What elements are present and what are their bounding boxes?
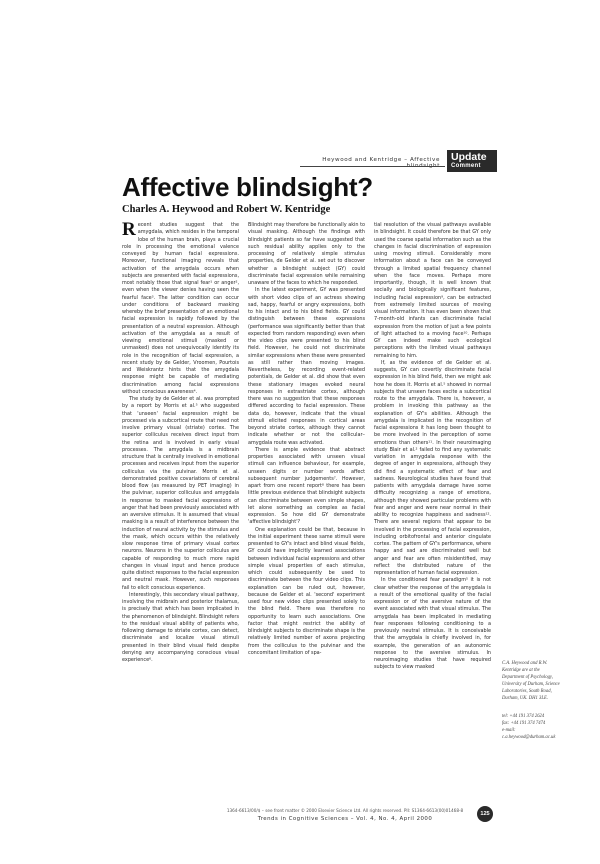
- contact-tel: tel: +44 191 374 2624: [502, 713, 545, 719]
- body-column-1: [122, 222, 239, 802]
- section-tag: [447, 150, 497, 172]
- paragraph-text: ecent studies suggest that the amygdala, which resides in the temporal lobe of the human brain, plays a crucial role in processing the emotional valence conveyed by human facial expressions. Moreover, functional imaging reveals that activation of the amygdala occurs when subjects are presented with facial expressions, most notably those that signal fear¹ or anger², even when the viewer denies having seen the fearful face³. The latter condition can occur under conditions of backward masking whereby the brief presentation of an emotional facial expression is rapidly followed by the presentation of a neutral expression. Although activation of the amygdala as a result of viewing emotional stimuli (masked or unmasked) does not unequivocally identify its role in the recognition of facial expression, a recent study by de Gelder, Vroomen, Pourtois and Weiskrantz hints that the amygdala response might be capable of mediating discrimination among facial expressions without conscious awareness⁴.: [122, 222, 239, 395]
- paragraph: The study by de Gelder et al. was prompted by a report by Morris et al.⁵ who suggested that 'unseen' facial expression might be processed via a subcortical route that need not involve primary visual (striate) cortex. The superior colliculus receives direct input from the retina and is involved in early visual processes. The amygdala is a midbrain structure that is centrally involved in emotional processes and receives input from the superior colliculus via the pulvinar. Morris et al. demonstrated positive covariations of cerebral blood flow (as measured by PET imaging) in the pulvinar, superior colliculus and amygdala in response to masked facial expressions of anger that had been previously associated with an aversive stimulus. It is assumed that visual masking is a result of interference between the induction of neural activity by the stimulus and the mask, which occurs within the relatively slow response time of primary visual cortex neurons. Neurons in the superior colliculus are capable of responding to much more rapid changes in visual input and hence produce quite distinct responses to the facial expression and neutral mask. However, such responses fail to elicit conscious experience.: [122, 396, 239, 591]
- paragraph: If, as the evidence of de Gelder et al. suggests, GY can covertly discriminate facial expression in his blind field, then we might ask how he does it. Morris et al.⁵ showed in normal subjects that unseen faces excite a subcortical route to the amygdala. There is, however, a problem in invoking this pathway as the explanation of GY's abilities. Although the amygdala is implicated in the recognition of facial expressions it has long been thought to be more involved in the perception of some emotions than others¹¹. In their neuroimaging study Blair et al.² failed to find any systematic variation in amygdala response with the degree of anger in expressions, although they did find a systematic effect of fear and sadness. Neurological studies have found that patients with amygdala damage have some difficulty recognizing a range of emotions, although they showed particular problems with fear and anger and were near normal in their ability to recognize happiness and sadness¹². There are several regions that appear to be involved in the processing of facial expression, including orbitofrontal and anterior cingulate cortex. The pattern of GY's performance, where happy and sad are discriminated well but anger and fear are often misidentified, may reflect the distributed nature of the representation of human facial expression.: [374, 359, 491, 576]
- paragraph: One explanation could be that, because in the initial experiment these same stimuli were presented to GY's intact and blind visual fields, GY could have implicitly learned associations between individual facial expressions and other simple visual properties of each stimulus, which could subsequently be used to discriminate between the four video clips. This explanation can be ruled out, however, because de Gelder et al. 'second' experiment used four new video clips presented solely to the blind field. There was therefore no opportunity to learn such associations. One factor that might restrict the ability of blindsight subjects to discriminate shape is the relatively limited number of axons projecting from the colliculus to the pulvinar and the concomitant limitation of spa-: [248, 526, 365, 656]
- paragraph: tial resolution of the visual pathways available in blindsight. It could therefore be that GY only used the coarse spatial information such as the changes in facial discrimination of expression using moving stimuli. Considerably more information about a face can be conveyed through a limited spatial frequency channel when the face moves. Perhaps more importantly, though, it is well known that socially and biologically significant features, including facial expression⁹, can be extracted from extremely limited sources of moving visual information. It has even been shown that 7-month-old infants can discriminate facial expression from the motion of just a few points of light attached to a moving face¹⁰. Perhaps GY can indeed make such ecological perceptions with the limited visual pathways remaining to him.: [374, 222, 491, 359]
- paragraph: There is ample evidence that abstract properties associated with unseen visual stimuli can influence behaviour, for example, unseen digits or number words affect subsequent number judgements⁷. However, apart from one recent report⁸ there has been little previous evidence that blindsight subjects can discriminate between even simple shapes, let alone something as complex as facial expression. So how did GY demonstrate 'affective blindsight'?: [248, 446, 365, 526]
- running-head: Heywood and Kentridge – Affective: [322, 157, 440, 163]
- paragraph: In the conditioned fear paradigm⁵ it is not clear whether the response of the amygdala is a result of the emotional quality of the facial expression or of the aversive nature of the event associated with that visual stimulus. The amygdala has been implicated in mediating fear responses following conditioning to a previously neutral stimulus. It is conceivable that the amygdala is chiefly involved in, for example, the generation of an autonomic response to the aversive stimulus. In neuroimaging studies that have required subjects to view masked: [374, 577, 491, 671]
- footer-journal: Trends in Cognitive Sciences – Vol. 4, No. 4, April 2000: [257, 816, 433, 822]
- contact-fax: fax: +44 191 374 7474: [502, 720, 546, 726]
- body-column-2: [248, 222, 365, 802]
- header-rule: [300, 166, 445, 167]
- affiliation-text: C.A. Heywood and R.W. Kentridge are at the Department of Psychology, University of Durham, Science Laboratories, South Road, Durham, UK. DH1 3LE.: [502, 661, 560, 702]
- paragraph: Interestingly, this secondary visual pathway, involving the midbrain and posterior thalamus, is precisely that which has been implicated in the phenomenon of blindsight. Blindsight refers to the residual visual ability of patients who, following damage to striate cortex, can detect, discriminate and localize visual stimuli presented in their blind visual field despite denying any accompanying conscious visual experience⁶.: [122, 591, 239, 663]
- article-title: Affective blindsight?: [122, 172, 373, 202]
- paragraph: [122, 222, 239, 396]
- body-column-3: [374, 222, 491, 802]
- contact-email[interactable]: e-mail: c.a.heywood@durham.ac.uk: [502, 727, 556, 740]
- paragraph: In the latest experiment, GY was presented with short video clips of an actress showing sad, happy, fearful or angry expressions, both to his intact and to his blind fields. GY could distinguish between these expressions (performance was significantly better than that expected from random responding) even when the video clips were presented to his blind field. However, he could not discriminate similar expressions when these were presented as still rather than moving images. Nevertheless, by recording event-related potentials, de Gelder et al. did show that even these stationary images evoked neural responses in extrastriate cortex, although there was no suggestion that these responses differed according to facial expression. These data do, however, indicate that the visual stimuli elicited responses in cortical areas beyond striate cortex, although they cannot indicate whether or not the collicular–amygdala route was activated.: [248, 287, 365, 446]
- section-label: Update: [451, 151, 487, 163]
- author-affiliation: [502, 660, 560, 741]
- drop-cap: R: [122, 222, 136, 240]
- paragraph: Blindsight may therefore be functionally akin to visual masking. Although the findings with blindsight patients so far have suggested that such residual ability applies only to the processing of relatively simple stimulus properties, de Gelder et al. set out to discover whether a blindsight subject (GY) could discriminate facial expression while remaining unaware of the faces to which he responded.: [248, 222, 365, 286]
- article-authors: Charles A. Heywood and Robert W. Kentridge: [122, 204, 331, 215]
- subsection-label: Comment: [451, 163, 481, 169]
- page-number: 125: [477, 806, 493, 822]
- footer-copyright: 1364-6613/00/$ – see front matter © 2000 Elsevier Science Ltd. All rights reserved. PII: S1364-6613(00)01468-8: [226, 808, 464, 813]
